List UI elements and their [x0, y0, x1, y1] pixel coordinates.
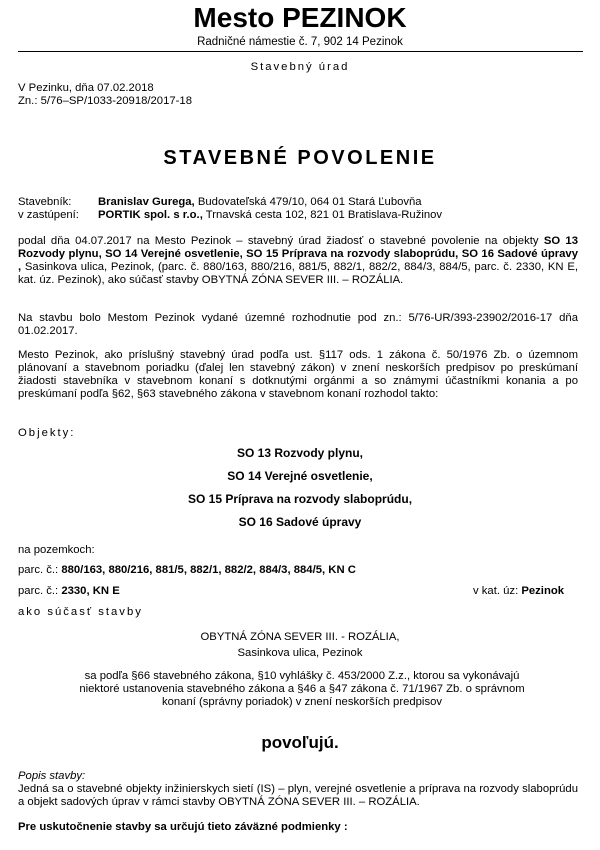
- representative-row: [18, 209, 442, 222]
- representative-name: PORTIK spol. s r.o.,: [98, 209, 203, 221]
- object-item: SO 13 Rozvody plynu,: [236, 446, 364, 460]
- reference-number: Zn.: 5/76–SP/1033-20918/2017-18: [18, 95, 192, 107]
- cadastral-prefix: v kat. úz:: [473, 585, 522, 597]
- description-paragraph: Jedná sa o stavebné objekty inžinierskych sietí (IS) – plyn, verejné osvetlenie a príprava na rozvody slaboprúdu a objekt sadových úprav v rámci stavby OBYTNÁ ZÓNA SEVER III. – ROZÁLIA.: [18, 783, 578, 808]
- plots-label: na pozemkoch:: [18, 544, 95, 556]
- plots-prefix: parc. č.:: [18, 564, 62, 576]
- builder-name: Branislav Gurega,: [98, 196, 195, 208]
- application-text: podal dňa 04.07.2017 na Mesto Pezinok – stavebný úrad žiadosť o stavebné povolenie na objekty: [18, 235, 544, 247]
- municipality-address: Radničné námestie č. 7, 902 14 Pezinok: [197, 36, 403, 48]
- builder-row: [18, 196, 422, 209]
- plots-primary-value: 880/163, 880/216, 881/5, 882/1, 882/2, 884/3, 884/5, KN C: [61, 564, 356, 576]
- representative-label: v zastúpení:: [18, 209, 79, 221]
- cadastral-value: Pezinok: [521, 585, 565, 597]
- municipality-title: Mesto PEZINOK: [193, 2, 407, 33]
- application-paragraph: [18, 235, 578, 287]
- conditions-heading: Pre uskutočnenie stavby sa určujú tieto záväzné podmienky :: [18, 821, 348, 833]
- application-objects: SO 13 Rozvody plynu, SO 14 Verejné osvetlenie, SO 15 Príprava na rozvody slaboprúdu, SO 16 Sadové úpravy ,: [18, 235, 578, 273]
- application-location: Sasinkova ulica, Pezinok, (parc. č. 880/163, 880/216, 881/5, 882/1, 882/2, 884/3, 884/5, parc. č. 2330, KN E, kat. úz. Pezinok), ako súčasť stavby OBYTNÁ ZÓNA SEVER III. – ROZÁLIA.: [18, 261, 578, 286]
- verdict: povoľujú.: [261, 733, 339, 752]
- plots-prefix: parc. č.:: [18, 585, 62, 597]
- zoning-decision-paragraph: Na stavbu bolo Mestom Pezinok vydané územné rozhodnutie pod zn.: 5/76-UR/393-23902/2016-17 dňa 01.02.2017.: [18, 312, 578, 337]
- office-name: Stavebný úrad: [250, 61, 350, 73]
- issue-date: V Pezinku, dňa 07.02.2018: [18, 82, 154, 94]
- builder-address: Budovateľská 479/10, 064 01 Stará Ľubovňa: [194, 196, 422, 208]
- plots-secondary: [18, 585, 120, 598]
- cadastral-area: [473, 585, 564, 598]
- objects-label: Objekty:: [18, 427, 76, 439]
- description-label: Popis stavby:: [18, 770, 86, 782]
- document-title: STAVEBNÉ POVOLENIE: [163, 147, 437, 169]
- object-item: SO 14 Verejné osvetlenie,: [227, 469, 373, 483]
- representative-address: Trnavská cesta 102, 821 01 Bratislava-Ružinov: [202, 209, 443, 221]
- object-item: SO 15 Príprava na rozvody slaboprúdu,: [187, 492, 413, 506]
- building-name: OBYTNÁ ZÓNA SEVER III. - ROZÁLIA,: [200, 631, 400, 643]
- object-item: SO 16 Sadové úpravy: [238, 515, 362, 529]
- part-of-building-label: ako súčasť stavby: [18, 606, 143, 618]
- header-divider: [18, 51, 583, 52]
- legal-basis-paragraph: sa podľa §66 stavebného zákona, §10 vyhlášky č. 453/2000 Z.z., ktorou sa vykonávajú niektoré ustanovenia stavebného zákona a §46 a §47 zákona č. 71/1967 Zb. o správnom konaní (správny poriadok) v znení neskorších predpisov: [79, 670, 525, 708]
- building-address: Sasinkova ulica, Pezinok: [237, 647, 363, 659]
- builder-label: Stavebník:: [18, 196, 72, 208]
- plots-primary: [18, 564, 356, 577]
- plots-secondary-value: 2330, KN E: [61, 585, 120, 597]
- decision-paragraph: Mesto Pezinok, ako príslušný stavebný úrad podľa ust. §117 ods. 1 zákona č. 50/1976 Zb. o územnom plánovaní a stavebnom poriadku (ďalej len stavebný zákon) v znení neskorších predpisov po preskúmaní žiadosti stavebníka v stavebnom konaní s dotknutými orgánmi a so známymi účastníkmi konania a po preskúmaní podľa §62, §63 stavebného zákona v stavebnom konaní rozhodol takto:: [18, 349, 578, 400]
